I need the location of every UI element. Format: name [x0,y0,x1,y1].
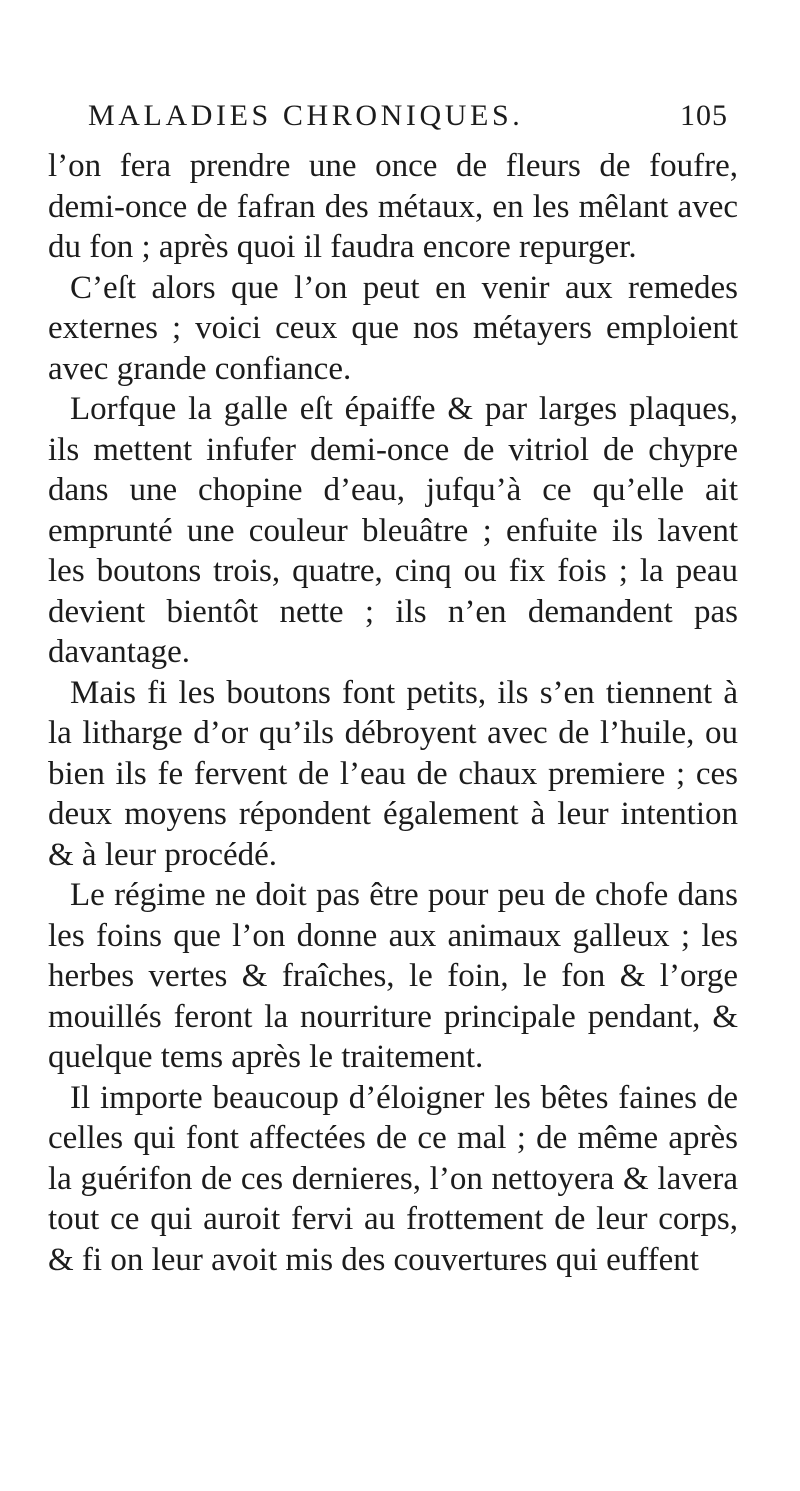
running-title: MALADIES CHRONIQUES. [88,99,524,132]
paragraph-5: Le régime ne doit pas être pour peu de chofe dans les foins que l’on donne aux animaux galleux ; les herbes vertes & fraîches, le foin, le fon & l’orge mouillés feront la nourriture principale pendant, & quelque tems après le traitement. [48,877,738,1075]
paragraph-4: Mais fi les boutons font petits, ils s’en tiennent à la litharge d’or qu’ils débroyent avec de l’huile, ou bien ils fe fervent de l’eau de chaux premiere ; ces deux moyens répondent également à leur intention & à leur procédé. [48,674,738,873]
paragraph-1: l’on fera prendre une once de fleurs de foufre, demi-once de fafran des métaux, en les mêlant avec du fon ; après quoi il faudra encore repurger. [48,148,738,265]
running-header [88,92,728,140]
paragraph-2: C’eſt alors que l’on peut en venir aux remedes externes ; voici ceux que nos métayers emploient avec grande confiance. [48,269,738,387]
paragraph-3: Lorfque la galle eſt épaiffe & par larges plaques, ils mettent infufer demi-once de vitriol de chypre dans une chopine d’eau, jufqu’à ce qu’elle ait emprunté une couleur bleuâtre ; enfuite ils lavent les boutons trois, quatre, cinq ou fix fois ; la peau devient bientôt nette ; ils n’en demandent pas davantage. [48,391,738,670]
paragraph-6: Il importe beaucoup d’éloigner les bêtes faines de celles qui font affectées de ce mal ; de même après la guérifon de ces dernieres, l’on nettoyera & lavera tout ce qui auroit fervi au frottement de leur corps, & fi on leur avoit mis des couvertures qui euffent [48,1079,738,1278]
page-number: 105 [680,99,728,132]
body-text [48,146,738,1280]
